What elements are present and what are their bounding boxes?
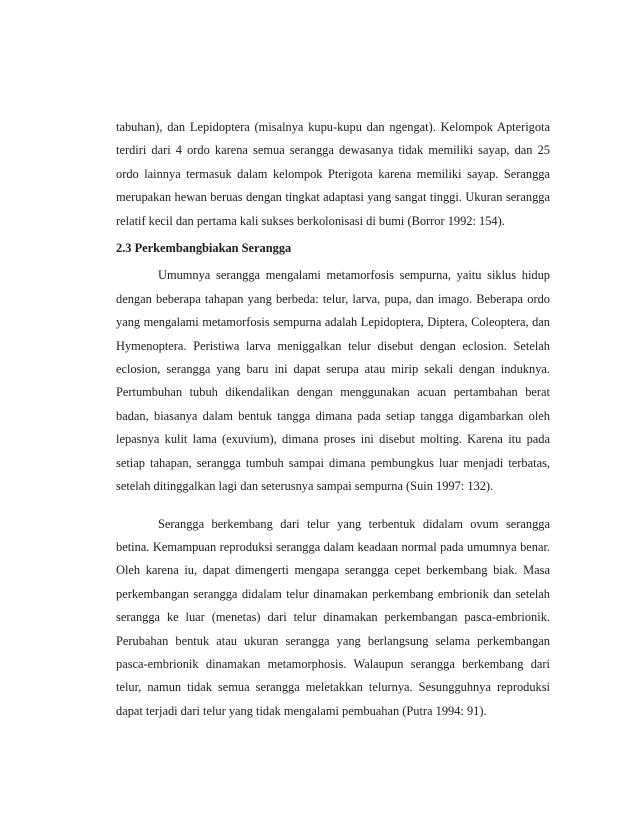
paragraph-reproduction: Serangga berkembang dari telur yang terbentuk didalam ovum serangga betina. Kemampuan reproduksi serangga dalam keadaan normal pada umumnya benar. Oleh karena iu, dapat dimengerti mengapa serangga cepet berkembang biak. Masa perkembangan serangga didalam telur dinamakan perkembang embrionik dan setelah serangga ke luar (menetas) dari telur dinamakan perkembangan pasca-embrionik. Perubahan bentuk atau ukuran serangga yang berlangsung selama perkembangan pasca-embrionik dinamakan metamorphosis. Walaupun serangga berkembang dari telur, namun tidak semua serangga meletakkan telurnya. Sesungguhnya reproduksi dapat terjadi dari telur yang tidak mengalami pembuahan (Putra 1994: 91). (116, 516, 550, 718)
document-page (116, 116, 550, 723)
paragraph-metamorphosis: Umumnya serangga mengalami metamorfosis sempurna, yaitu siklus hidup dengan beberapa tahapan yang berbeda: telur, larva, pupa, dan imago. Beberapa ordo yang mengalami metamorfosis sempurna adalah Lepidoptera, Diptera, Coleoptera, dan Hymenoptera. Peristiwa larva meniggalkan telur disebut dengan eclosion. Setelah eclosion, serangga yang baru ini dapat serupa atau mirip sekali dengan induknya. Pertumbuhan tubuh dikendalikan dengan menggunakan acuan pertambahan berat badan, biasanya dalam bentuk tangga dimana pada setiap tangga digambarkan oleh lepasnya kulit lama (exuvium), dimana proses ini disebut molting. Karena itu pada setiap tahapan, serangga tumbuh sampai dimana pembungkus luar menjadi terbatas, setelah ditinggalkan lagi dan seterusnya sampai sempurna (Suin 1997: 132). (116, 268, 550, 494)
paragraph-continuation: tabuhan), dan Lepidoptera (misalnya kupu-kupu dan ngengat). Kelompok Apterigota terdiri dari 4 ordo karena semua serangga dewasanya tidak memiliki sayap, dan 25 ordo lainnya termasuk dalam kelompok Pterigota karena memiliki sayap. Serangga merupakan hewan beruas dengan tingkat adaptasi yang sangat tinggi. Ukuran serangga relatif kecil dan pertama kali sukses berkolonisasi di bumi (Borror 1992: 154). (116, 120, 550, 228)
section-heading-2-3: 2.3 Perkembangbiakan Serangga (116, 241, 292, 256)
